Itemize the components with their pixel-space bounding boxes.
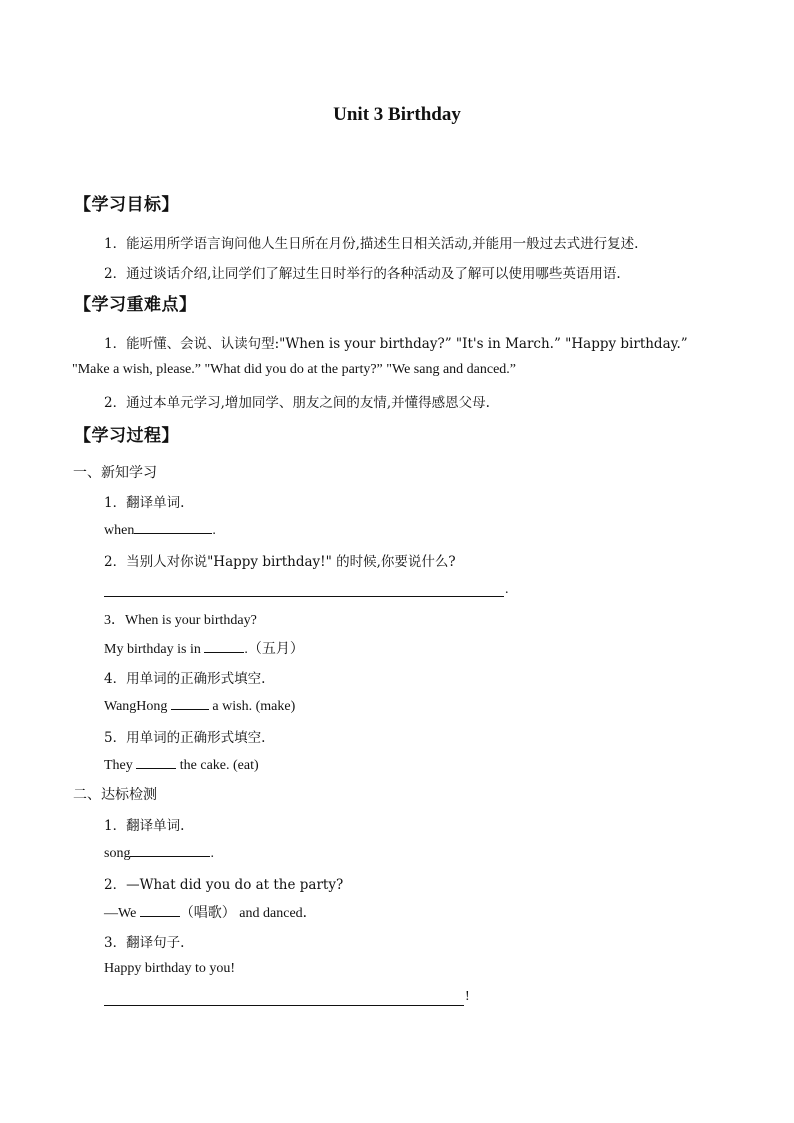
s1-q2-answer-line[interactable] [104, 595, 504, 597]
s2-question-3: 3．翻译句子. [104, 935, 185, 951]
s2-q3-end: ! [465, 989, 470, 1004]
s1-q1-blank[interactable] [134, 521, 212, 534]
s1-question-4: 4．用单词的正确形式填空. [104, 671, 266, 687]
s1-q5-post: the cake. (eat) [176, 758, 259, 773]
s2-question-2-answer [104, 902, 317, 922]
s1-q2-end: . [505, 582, 509, 597]
s1-q3-blank[interactable] [204, 640, 244, 653]
s1-q3-pre: My birthday is in [104, 642, 205, 657]
s2-q2-pre: —We [104, 906, 140, 921]
s2-question-3-sentence: Happy birthday to you! [104, 961, 236, 976]
page-title: Unit 3 Birthday [333, 104, 461, 125]
goal-item-1: 1．能运用所学语言询问他人生日所在月份,描述生日相关活动,并能用一般过去式进行复述. [104, 236, 639, 252]
s2-q3-answer-line[interactable] [104, 1004, 464, 1006]
heading-goals: 【学习目标】 [74, 195, 179, 215]
s1-question-4-answer [104, 697, 295, 715]
s1-question-5-answer [104, 756, 259, 774]
s1-question-3-answer [104, 638, 304, 658]
s1-question-3: 3．When is your birthday? [104, 613, 257, 628]
s2-q1-blank[interactable] [130, 844, 210, 857]
heading-key-points: 【学习重难点】 [74, 295, 197, 315]
goal-item-2: 2．通过谈话介绍,让同学们了解过生日时举行的各种活动及了解可以使用哪些英语用语. [104, 266, 621, 282]
s2-q1-word: song [104, 846, 131, 861]
s2-question-2: 2．—What did you do at the party? [104, 877, 344, 893]
section-new-learning: 一、新知学习 [73, 465, 157, 481]
key-point-2: 2．通过本单元学习,增加同学、朋友之间的友情,并懂得感恩父母. [104, 395, 490, 411]
s1-q1-word: when [104, 523, 135, 538]
s1-q4-pre: WangHong [104, 699, 171, 714]
s2-q2-post: （唱歌） and danced． [179, 906, 317, 921]
s2-question-1: 1．翻译单词. [104, 818, 185, 834]
s1-q3-post: .（五月） [244, 642, 304, 657]
s1-question-1-answer [104, 521, 216, 539]
s1-q1-end: . [212, 523, 216, 538]
s2-question-1-answer [104, 844, 214, 862]
s2-q2-blank[interactable] [140, 904, 180, 917]
s1-question-5: 5．用单词的正确形式填空. [104, 730, 266, 746]
s2-q1-end: . [210, 846, 214, 861]
key-point-1-line-1: 1．能听懂、会说、认读句型:"When is your birthday?” "It's in March.” "Happy birthday.” [104, 336, 688, 352]
s1-question-2: 2．当别人对你说"Happy birthday!" 的时候,你要说什么? [104, 554, 456, 570]
heading-process: 【学习过程】 [74, 426, 179, 446]
s1-q5-blank[interactable] [136, 756, 176, 769]
key-point-1-line-2: "Make a wish, please.” "What did you do at the party?” "We sang and danced.” [72, 362, 517, 377]
s1-q5-pre: They [104, 758, 137, 773]
s1-q4-post: a wish. (make) [208, 699, 296, 714]
s1-q4-blank[interactable] [171, 697, 209, 710]
section-assessment: 二、达标检测 [73, 787, 157, 803]
s1-question-1: 1．翻译单词. [104, 495, 185, 511]
